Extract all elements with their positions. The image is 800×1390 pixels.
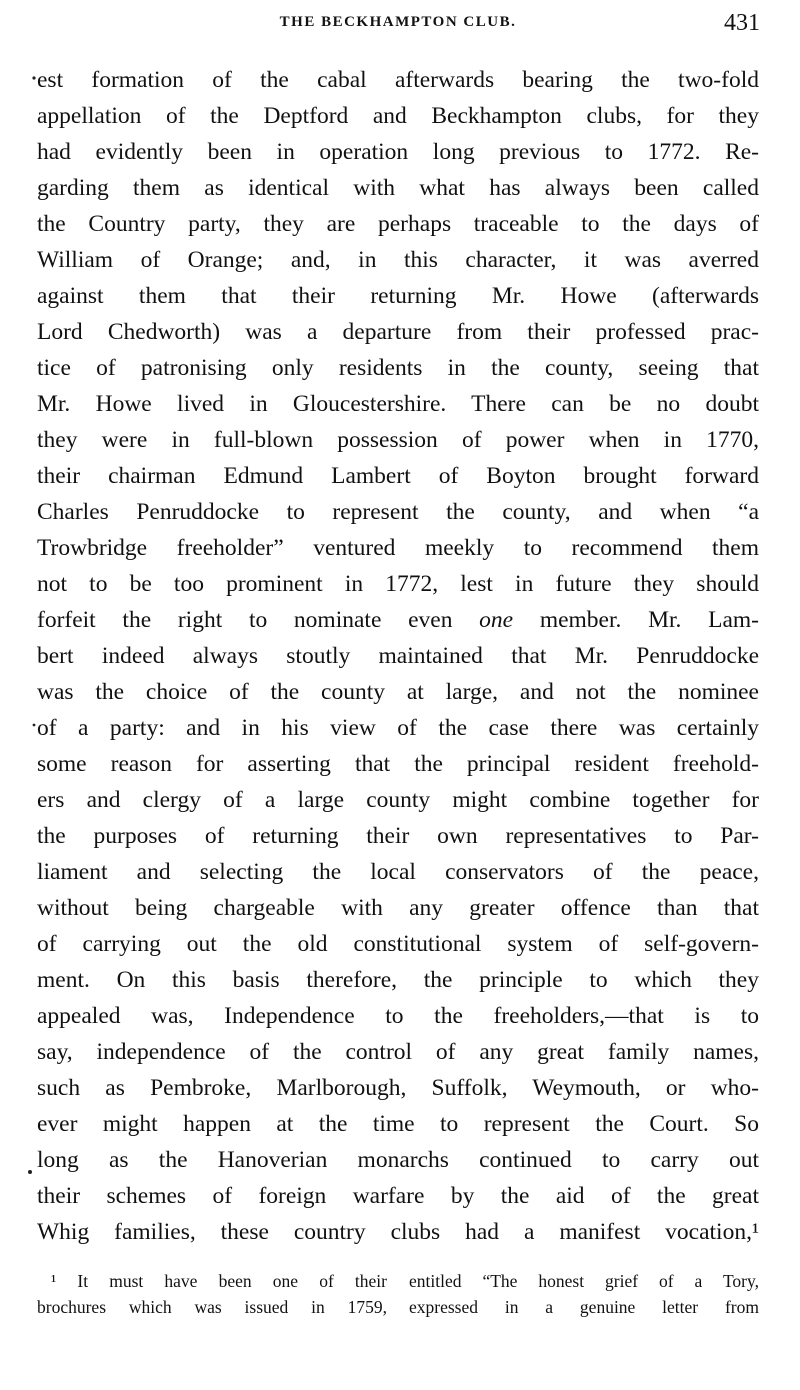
body-line: against them that their returning Mr. Howe (afterwards xyxy=(37,283,759,309)
text-before-italic: forfeit the right to nominate even xyxy=(37,607,480,633)
footnote xyxy=(37,1268,759,1320)
body-line: Whig families, these country clubs had a manifest vocation,¹ xyxy=(37,1219,759,1245)
body-line: such as Pembroke, Marlborough, Suffolk, Weymouth, or who- xyxy=(37,1075,759,1101)
footnote-line: expressed in a genuine letter from xyxy=(409,1297,759,1317)
body-line: some reason for asserting that the principal resident freehold- xyxy=(37,751,759,777)
body-text xyxy=(37,62,759,1250)
body-line: the purposes of returning their own representatives to Par- xyxy=(37,823,759,849)
body-line: the Country party, they are perhaps traceable to the days of xyxy=(37,211,759,237)
running-head xyxy=(36,10,760,40)
footnote-line: entitled “The honest grief of a Tory, xyxy=(409,1271,759,1291)
body-line: their chairman Edmund Lambert of Boyton brought forward xyxy=(37,463,759,489)
page-number: 431 xyxy=(724,10,760,36)
footnote-column-left xyxy=(37,1268,387,1320)
body-line: was the choice of the county at large, and not the nominee xyxy=(37,679,759,705)
body-line: Trowbridge freeholder” ventured meekly to recommend them xyxy=(37,535,759,561)
body-line: their schemes of foreign warfare by the aid of the great xyxy=(37,1183,759,1209)
body-line: Mr. Howe lived in Gloucestershire. There can be no doubt xyxy=(37,391,759,417)
body-line: tice of patronising only residents in the county, seeing that xyxy=(37,355,759,381)
body-line: ers and clergy of a large county might combine together for xyxy=(37,787,759,813)
body-line: of a party: and in his view of the case there was certainly xyxy=(37,715,759,741)
body-line: they were in full-blown possession of power when in 1770, xyxy=(37,427,759,453)
ink-speck xyxy=(28,1170,32,1174)
body-line: est formation of the cabal afterwards bearing the two-fold xyxy=(37,67,759,93)
body-line: Charles Penruddocke to represent the county, and when “a xyxy=(37,499,759,525)
body-line: appellation of the Deptford and Beckhampton clubs, for they xyxy=(37,103,759,129)
body-line: ever might happen at the time to represent the Court. So xyxy=(37,1111,759,1137)
body-line: bert indeed always stoutly maintained that Mr. Penruddocke xyxy=(37,643,759,669)
ink-speck xyxy=(32,76,35,79)
footnote-column-right xyxy=(409,1268,759,1320)
body-line: ment. On this basis therefore, the principle to which they xyxy=(37,967,759,993)
body-line: liament and selecting the local conservators of the peace, xyxy=(37,859,759,885)
footnote-line: brochures which was issued in 1759, xyxy=(37,1297,387,1317)
body-line: garding them as identical with what has always been called xyxy=(37,175,759,201)
body-line: of carrying out the old constitutional system of self-govern- xyxy=(37,931,759,957)
body-line: say, independence of the control of any great family names, xyxy=(37,1039,759,1065)
body-line-with-italic xyxy=(37,602,759,638)
text-after-italic: member. Mr. Lam- xyxy=(513,607,759,633)
body-line: had evidently been in operation long previous to 1772. Re- xyxy=(37,139,759,165)
body-line: without being chargeable with any greater offence than that xyxy=(37,895,759,921)
body-line: William of Orange; and, in this character, it was averred xyxy=(37,247,759,273)
body-line: Lord Chedworth) was a departure from their professed prac- xyxy=(37,319,759,345)
body-line: not to be too prominent in 1772, lest in future they should xyxy=(37,571,759,597)
body-line: appealed was, Independence to the freeholders,—that is to xyxy=(37,1003,759,1029)
footnote-line: ¹ It must have been one of their xyxy=(51,1271,387,1291)
running-title: THE BECKHAMPTON CLUB. xyxy=(279,14,517,30)
body-line: long as the Hanoverian monarchs continued to carry out xyxy=(37,1147,759,1173)
ink-speck xyxy=(33,724,36,727)
italic-word: one xyxy=(479,607,514,633)
